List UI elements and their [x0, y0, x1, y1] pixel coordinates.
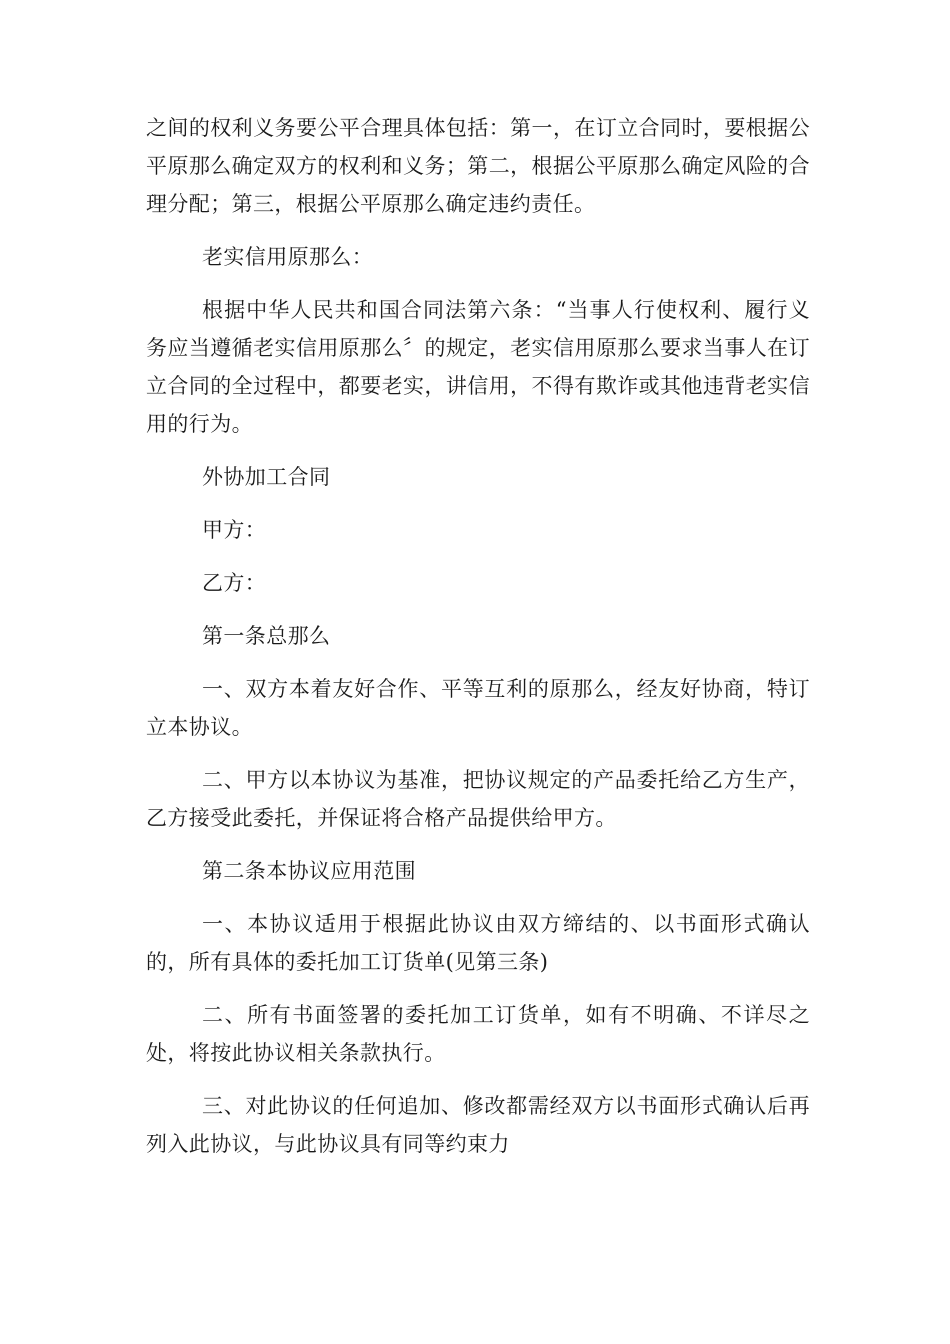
- paragraph-article-1-heading: 第一条总那么: [202, 624, 331, 648]
- paragraph-article-1-item-2: 二、甲方以本协议为基准，把协议规定的产品委托给乙方生产，乙方接受此委托，并保证将合格产品提供给甲方。: [146, 768, 810, 830]
- paragraph-article-1-item-1: 一、双方本着友好合作、平等互利的原那么，经友好协商，特订立本协议。: [146, 677, 810, 739]
- paragraph-article-2-item-3: 三、对此协议的任何追加、修改都需经双方以书面形式确认后再列入此协议，与此协议具有同等约束力: [146, 1094, 810, 1156]
- document-body: [146, 109, 810, 1163]
- paragraph-honesty-heading: 老实信用原那么：: [202, 245, 374, 269]
- paragraph-fairness-details: 之间的权利义务要公平合理具体包括：第一，在订立合同时，要根据公平原那么确定双方的权利和义务；第二，根据公平原那么确定风险的合理分配；第三，根据公平原那么确定违约责任。: [146, 116, 810, 216]
- paragraph-article-2-item-2: 二、所有书面签署的委托加工订货单，如有不明确、不详尽之处，将按此协议相关条款执行。: [146, 1003, 810, 1065]
- paragraph-contract-title: 外协加工合同: [202, 465, 331, 489]
- paragraph-article-2-item-1: 一、本协议适用于根据此协议由双方缔结的、以书面形式确认的，所有具体的委托加工订货单(见第三条): [146, 912, 810, 974]
- paragraph-party-b: 乙方：: [202, 571, 267, 595]
- paragraph-party-a: 甲方：: [202, 518, 267, 542]
- paragraph-article-2-heading: 第二条本协议应用范围: [202, 859, 416, 883]
- paragraph-contract-law-article-6: 根据中华人民共和国合同法第六条：“当事人行使权利、履行义务应当遵循老实信用原那么〞的规定，老实信用原那么要求当事人在订立合同的全过程中，都要老实，讲信用，不得有欺诈或其他违背老实信用的行为。: [146, 298, 810, 436]
